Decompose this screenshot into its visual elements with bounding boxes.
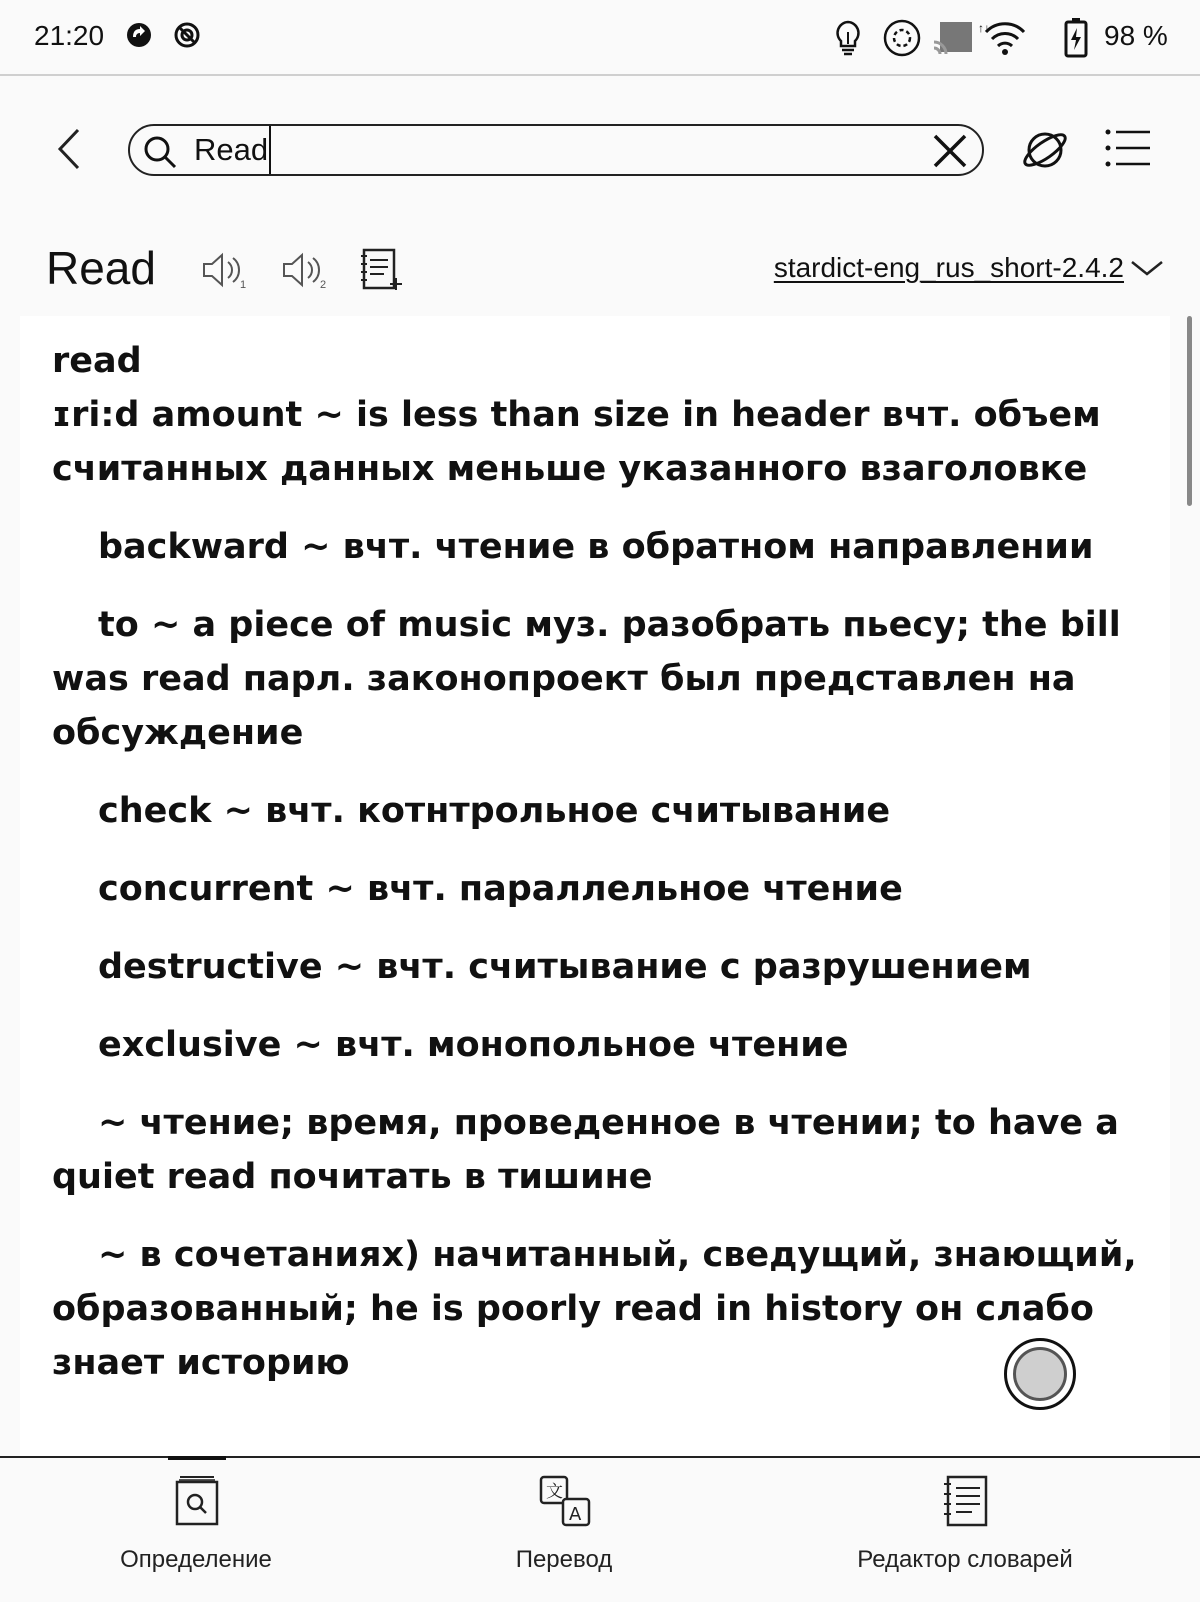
lightbulb-icon — [830, 18, 866, 63]
online-dictionary-button[interactable] — [1022, 128, 1068, 177]
battery-icon — [1064, 18, 1088, 63]
entry-paragraph: to ~ a piece of music муз. разобрать пьесу; the bill was read парл. законопроект был представлен на обсуждение — [52, 605, 1121, 753]
word-header — [0, 236, 1200, 306]
search-query[interactable]: Read — [194, 126, 271, 174]
status-bar — [0, 0, 1200, 76]
entry-headword: read — [52, 341, 142, 381]
tab-label: Редактор словарей — [857, 1546, 1073, 1573]
notebook-icon — [942, 1474, 990, 1533]
pronounce-2-button[interactable] — [280, 250, 330, 295]
entry-paragraph: concurrent ~ вчт. параллельное чтение — [98, 869, 903, 909]
battery-percent: 98 % — [1104, 20, 1168, 51]
entry-paragraph: ~ чтение; время, проведенное в чтении; to have a quiet read почитать в тишине — [52, 1103, 1119, 1197]
add-to-notebook-button[interactable] — [360, 246, 404, 297]
cast-icon — [932, 18, 974, 63]
notebook-add-icon — [360, 246, 404, 292]
dictionary-name[interactable]: stardict-eng_rus_short-2.4.2 — [773, 252, 1124, 283]
wifi-icon — [978, 18, 1032, 63]
at-icon — [172, 18, 202, 57]
entry-paragraph: destructive ~ вчт. считывание с разрушением — [98, 947, 1032, 987]
speaker-icon — [280, 250, 330, 290]
entry-paragraph: exclusive ~ вчт. монопольное чтение — [98, 1025, 849, 1065]
entry-paragraph: backward ~ вчт. чтение в обратном направлении — [98, 527, 1094, 567]
search-input[interactable] — [128, 124, 984, 176]
circle-icon — [1013, 1347, 1067, 1401]
status-time: 21:20 — [34, 20, 105, 51]
svg-text:2: 2 — [320, 279, 327, 290]
dictionary-entry — [52, 334, 1142, 1414]
entry-paragraph: ɪri:d amount ~ is less than size in header вчт. объем считанных данных меньше указанного взаголовке — [52, 395, 1101, 489]
scrollbar[interactable] — [1187, 316, 1192, 506]
search-icon — [142, 134, 178, 175]
translate-icon — [538, 1474, 592, 1533]
list-menu-icon — [1104, 128, 1152, 168]
svg-text:↑↓: ↑↓ — [978, 21, 990, 35]
dictionary-selector[interactable] — [774, 250, 1164, 286]
word-title: Read — [46, 242, 156, 294]
menu-button[interactable] — [1104, 128, 1152, 173]
pronounce-1-button[interactable] — [200, 250, 250, 295]
speaker-icon — [200, 250, 250, 290]
close-icon — [932, 133, 968, 169]
back-button[interactable] — [48, 124, 92, 174]
chevron-left-icon — [48, 124, 92, 174]
book-search-icon — [174, 1474, 220, 1533]
refresh-icon — [880, 18, 924, 63]
svg-text:A: A — [569, 1504, 582, 1525]
entry-paragraph: check ~ вчт. котнтрольное считывание — [98, 791, 891, 831]
chevron-down-icon — [1130, 258, 1164, 278]
search-toolbar — [0, 110, 1200, 190]
tab-label: Определение — [120, 1546, 272, 1573]
clear-search-button[interactable] — [932, 133, 968, 174]
tab-label: Перевод — [515, 1546, 613, 1573]
tab-dictionary-editor[interactable] — [840, 1458, 1090, 1602]
tab-translation[interactable] — [464, 1458, 664, 1602]
sync-icon — [124, 18, 154, 57]
definition-content[interactable] — [20, 316, 1170, 1456]
tab-definition[interactable] — [96, 1458, 296, 1602]
svg-text:文: 文 — [546, 1482, 563, 1502]
bottom-navigation — [0, 1456, 1200, 1602]
svg-text:1: 1 — [240, 279, 247, 290]
floating-action-button[interactable] — [1004, 1338, 1076, 1410]
planet-icon — [1022, 128, 1068, 172]
entry-paragraph: ~ в сочетаниях) начитанный, сведущий, знающий, образованный; he is poorly read in history он слабо знает историю — [52, 1235, 1137, 1383]
